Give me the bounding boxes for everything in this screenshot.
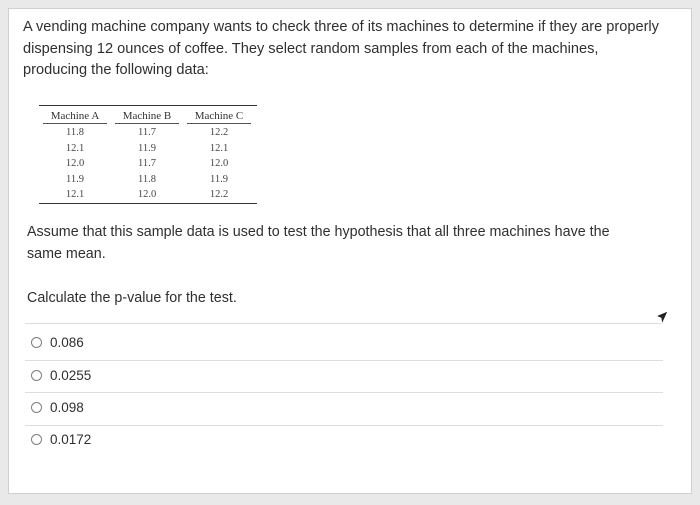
table-cell: 12.2 [209,189,229,200]
radio-button-icon[interactable] [31,370,42,381]
table-cell: 12.2 [209,127,229,138]
option-label: 0.0172 [50,432,92,447]
table-cell: 12.1 [209,142,229,154]
answer-option-4[interactable] [31,432,91,447]
option-label: 0.098 [50,400,84,415]
table-body [39,123,257,203]
mouse-pointer-icon [655,309,669,325]
question-panel [8,8,692,494]
question-intro: A vending machine company wants to check three of its machines to determine if they are properly dispensing 12 ounces of coffee. They select random samples from each of the machines, producing the following data: [23,19,659,78]
answer-option-1[interactable] [31,335,84,350]
divider [25,392,663,393]
header-machine-c: Machine C [187,109,251,124]
table-cell: 11.9 [210,173,228,185]
header-machine-b: Machine B [115,109,179,124]
divider [25,425,663,426]
table-cell: 11.7 [138,127,156,138]
table-header [39,106,257,123]
table-row [39,187,257,203]
radio-button-icon[interactable] [31,434,42,445]
divider [25,323,663,324]
table-cell: 12.1 [65,189,85,200]
table-cell: 11.8 [66,127,84,138]
table-row [39,172,257,188]
radio-button-icon[interactable] [31,402,42,413]
option-label: 0.0255 [50,368,92,383]
table-row [39,141,257,157]
answer-option-2[interactable] [31,368,91,383]
data-table [39,105,257,204]
table-cell: 12.1 [65,142,85,154]
table-cell: 12.0 [137,189,157,200]
table-row [39,156,257,172]
table-cell: 11.9 [66,173,84,185]
answer-option-3[interactable] [31,400,84,415]
option-label: 0.086 [50,335,84,350]
table-cell: 11.7 [138,158,156,169]
radio-button-icon[interactable] [31,337,42,348]
hypothesis-text: Assume that this sample data is used to test the hypothesis that all three machines have the same mean. [27,224,610,262]
table-cell: 11.8 [138,173,156,185]
divider [25,360,663,361]
header-machine-a: Machine A [43,109,107,124]
table-cell: 12.0 [65,158,85,169]
table-cell: 12.0 [209,158,229,169]
table-cell: 11.9 [138,142,156,154]
table-row [39,125,257,141]
question-prompt: Calculate the p-value for the test. [27,290,237,306]
